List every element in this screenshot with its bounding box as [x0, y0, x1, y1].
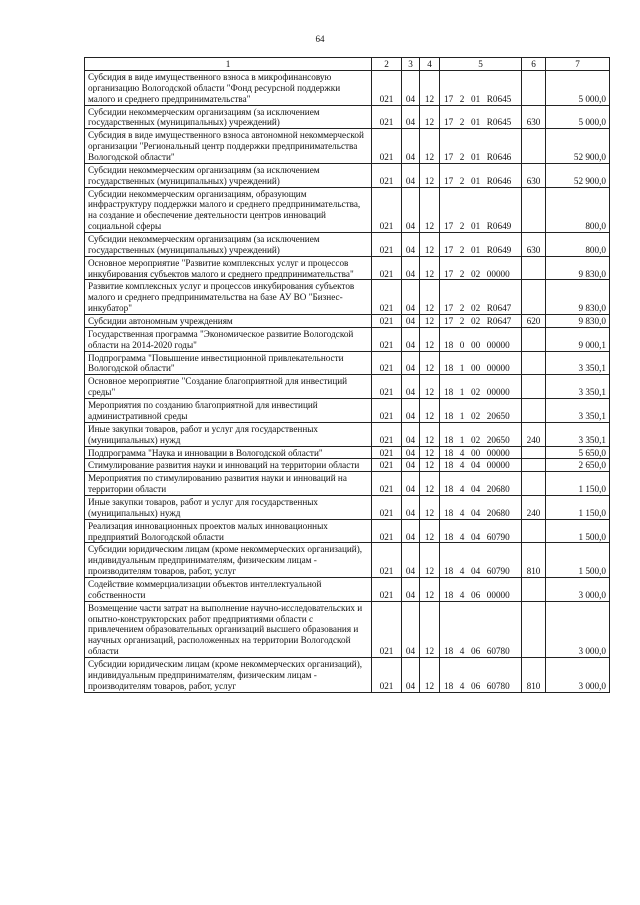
row-name-cell: Мероприятия по стимулированию развития науки и инноваций на территории области: [85, 472, 372, 496]
row-name-cell: Развитие комплексных услуг и процессов инкубирования субъектов малого и среднего предпринимательства на базе АУ ВО "Бизнес-инкубатор": [85, 280, 372, 315]
row-name-cell: Основное мероприятие "Развитие комплексных услуг и процессов инкубирования субъектов малого и среднего предпринимательства": [85, 256, 372, 280]
admin-code-cell: 021: [372, 163, 402, 187]
amount-cell: 5 650,0: [546, 446, 610, 459]
admin-code-cell: 021: [372, 601, 402, 657]
amount-cell: 9 830,0: [546, 280, 610, 315]
admin-code-cell: 021: [372, 543, 402, 578]
table-row: [85, 233, 610, 257]
amount-cell: 9 830,0: [546, 256, 610, 280]
expense-type-cell: 630: [522, 233, 546, 257]
row-name-cell: Подпрограмма "Повышение инвестиционной привлекательности Вологодской области": [85, 351, 372, 375]
section-cell: 04: [402, 422, 420, 446]
section-cell: 04: [402, 519, 420, 543]
section-cell: 04: [402, 446, 420, 459]
table-row: [85, 129, 610, 164]
target-article-cell: 17 2 01 R0649: [440, 187, 522, 232]
amount-cell: 3 350,1: [546, 399, 610, 423]
expense-type-cell: [522, 459, 546, 472]
row-name-cell: Государственная программа "Экономическое развитие Вологодской области на 2014-2020 годы": [85, 327, 372, 351]
amount-cell: 1 500,0: [546, 519, 610, 543]
target-article-cell: 18 1 00 00000: [440, 351, 522, 375]
admin-code-cell: 021: [372, 315, 402, 328]
target-article-cell: 17 2 01 R0649: [440, 233, 522, 257]
target-article-cell: 17 2 01 R0646: [440, 163, 522, 187]
expense-type-cell: 630: [522, 105, 546, 129]
section-cell: 04: [402, 327, 420, 351]
table-row: [85, 187, 610, 232]
section-cell: 04: [402, 601, 420, 657]
amount-cell: 3 350,1: [546, 375, 610, 399]
target-article-cell: 17 2 01 R0646: [440, 129, 522, 164]
section-cell: 04: [402, 129, 420, 164]
target-article-cell: 17 2 01 R0645: [440, 105, 522, 129]
target-article-cell: 18 1 02 00000: [440, 375, 522, 399]
row-name-cell: Стимулирование развития науки и инноваций на территории области: [85, 459, 372, 472]
target-article-cell: 18 4 06 60780: [440, 657, 522, 692]
table-row: [85, 459, 610, 472]
amount-cell: 800,0: [546, 187, 610, 232]
target-article-cell: 18 4 06 00000: [440, 577, 522, 601]
subsection-cell: 12: [420, 315, 440, 328]
admin-code-cell: 021: [372, 657, 402, 692]
table-row: [85, 446, 610, 459]
amount-cell: 1 150,0: [546, 495, 610, 519]
table-row: [85, 472, 610, 496]
subsection-cell: 12: [420, 327, 440, 351]
section-cell: 04: [402, 105, 420, 129]
expense-type-cell: [522, 472, 546, 496]
target-article-cell: 18 4 04 20680: [440, 495, 522, 519]
target-article-cell: 18 4 04 60790: [440, 519, 522, 543]
row-name-cell: Субсидии юридическим лицам (кроме некоммерческих организаций), индивидуальным предпринимателям, физическим лицам - производителям товаров, работ, услуг: [85, 657, 372, 692]
subsection-cell: 12: [420, 422, 440, 446]
table-row: [85, 577, 610, 601]
section-cell: 04: [402, 163, 420, 187]
table-row: [85, 105, 610, 129]
amount-cell: 3 350,1: [546, 422, 610, 446]
amount-cell: 3 000,0: [546, 601, 610, 657]
table-row: [85, 71, 610, 106]
amount-cell: 3 000,0: [546, 577, 610, 601]
table-body: [85, 71, 610, 693]
section-cell: 04: [402, 71, 420, 106]
amount-cell: 9 830,0: [546, 315, 610, 328]
column-header: 5: [440, 58, 522, 71]
subsection-cell: 12: [420, 163, 440, 187]
table-row: [85, 519, 610, 543]
expense-type-cell: 810: [522, 543, 546, 578]
row-name-cell: Субсидии автономным учреждениям: [85, 315, 372, 328]
row-name-cell: Субсидия в виде имущественного взноса автономной некоммерческой организации "Региональный центр поддержки предпринимательства Вологодской области": [85, 129, 372, 164]
expense-type-cell: 240: [522, 495, 546, 519]
subsection-cell: 12: [420, 129, 440, 164]
row-name-cell: Основное мероприятие "Создание благоприятной для инвестиций среды": [85, 375, 372, 399]
amount-cell: 1 500,0: [546, 543, 610, 578]
column-header: 4: [420, 58, 440, 71]
table-row: [85, 315, 610, 328]
subsection-cell: 12: [420, 71, 440, 106]
amount-cell: 2 650,0: [546, 459, 610, 472]
admin-code-cell: 021: [372, 472, 402, 496]
expense-type-cell: [522, 129, 546, 164]
subsection-cell: 12: [420, 105, 440, 129]
expense-type-cell: [522, 577, 546, 601]
target-article-cell: 17 2 02 R0647: [440, 315, 522, 328]
section-cell: 04: [402, 459, 420, 472]
subsection-cell: 12: [420, 657, 440, 692]
table-row: [85, 375, 610, 399]
row-name-cell: Содействие коммерциализации объектов интеллектуальной собственности: [85, 577, 372, 601]
admin-code-cell: 021: [372, 446, 402, 459]
expense-type-cell: [522, 71, 546, 106]
row-name-cell: Субсидии некоммерческим организациям (за исключением государственных (муниципальных) учреждений): [85, 163, 372, 187]
expense-type-cell: [522, 446, 546, 459]
admin-code-cell: 021: [372, 71, 402, 106]
section-cell: 04: [402, 399, 420, 423]
subsection-cell: 12: [420, 577, 440, 601]
amount-cell: 3 350,1: [546, 351, 610, 375]
amount-cell: 52 900,0: [546, 163, 610, 187]
expense-type-cell: [522, 351, 546, 375]
subsection-cell: 12: [420, 495, 440, 519]
row-name-cell: Подпрограмма "Наука и инновации в Вологодской области": [85, 446, 372, 459]
section-cell: 04: [402, 375, 420, 399]
admin-code-cell: 021: [372, 129, 402, 164]
subsection-cell: 12: [420, 280, 440, 315]
table-row: [85, 351, 610, 375]
admin-code-cell: 021: [372, 256, 402, 280]
row-name-cell: Субсидии некоммерческим организациям, образующим инфраструктуру поддержки малого и среднего предпринимательства, на создание и обеспечение деятельности центров инноваций социальной сферы: [85, 187, 372, 232]
expense-type-cell: [522, 327, 546, 351]
target-article-cell: 17 2 01 R0645: [440, 71, 522, 106]
expense-type-cell: [522, 519, 546, 543]
target-article-cell: 17 2 02 00000: [440, 256, 522, 280]
row-name-cell: Возмещение части затрат на выполнение научно-исследовательских и опытно-конструкторских работ предприятиями области с привлечением образовательных организаций высшего образования и научных организаций, расположенных на территории Вологодской области: [85, 601, 372, 657]
admin-code-cell: 021: [372, 327, 402, 351]
subsection-cell: 12: [420, 472, 440, 496]
amount-cell: 52 900,0: [546, 129, 610, 164]
table-row: [85, 601, 610, 657]
subsection-cell: 12: [420, 519, 440, 543]
subsection-cell: 12: [420, 601, 440, 657]
section-cell: 04: [402, 351, 420, 375]
admin-code-cell: 021: [372, 375, 402, 399]
section-cell: 04: [402, 187, 420, 232]
subsection-cell: 12: [420, 233, 440, 257]
table-row: [85, 657, 610, 692]
table-row: [85, 495, 610, 519]
subsection-cell: 12: [420, 543, 440, 578]
target-article-cell: 18 4 06 60780: [440, 601, 522, 657]
table-header-row: [85, 58, 610, 71]
subsection-cell: 12: [420, 256, 440, 280]
row-name-cell: Субсидия в виде имущественного взноса в микрофинансовую организацию Вологодской области "Фонд ресурсной поддержки малого и среднего предпринимательства": [85, 71, 372, 106]
expense-type-cell: [522, 375, 546, 399]
column-header: 6: [522, 58, 546, 71]
target-article-cell: 18 4 04 00000: [440, 459, 522, 472]
column-header: 1: [85, 58, 372, 71]
section-cell: 04: [402, 315, 420, 328]
target-article-cell: 18 4 04 60790: [440, 543, 522, 578]
amount-cell: 1 150,0: [546, 472, 610, 496]
target-article-cell: 18 4 04 20680: [440, 472, 522, 496]
amount-cell: 3 000,0: [546, 657, 610, 692]
row-name-cell: Мероприятия по созданию благоприятной для инвестиций административной среды: [85, 399, 372, 423]
table-row: [85, 422, 610, 446]
expense-type-cell: [522, 280, 546, 315]
expense-type-cell: [522, 601, 546, 657]
expense-type-cell: [522, 187, 546, 232]
section-cell: 04: [402, 280, 420, 315]
target-article-cell: 18 4 00 00000: [440, 446, 522, 459]
column-header: 7: [546, 58, 610, 71]
section-cell: 04: [402, 472, 420, 496]
admin-code-cell: 021: [372, 519, 402, 543]
admin-code-cell: 021: [372, 351, 402, 375]
expense-type-cell: 620: [522, 315, 546, 328]
subsection-cell: 12: [420, 351, 440, 375]
admin-code-cell: 021: [372, 577, 402, 601]
amount-cell: 5 000,0: [546, 71, 610, 106]
table-row: [85, 163, 610, 187]
table-row: [85, 399, 610, 423]
table-row: [85, 256, 610, 280]
table-row: [85, 543, 610, 578]
row-name-cell: Реализация инновационных проектов малых инновационных предприятий Вологодской области: [85, 519, 372, 543]
admin-code-cell: 021: [372, 422, 402, 446]
admin-code-cell: 021: [372, 399, 402, 423]
admin-code-cell: 021: [372, 459, 402, 472]
column-header: 3: [402, 58, 420, 71]
page-number: 64: [315, 34, 325, 44]
target-article-cell: 18 1 02 20650: [440, 422, 522, 446]
target-article-cell: 18 1 02 20650: [440, 399, 522, 423]
admin-code-cell: 021: [372, 495, 402, 519]
subsection-cell: 12: [420, 375, 440, 399]
admin-code-cell: 021: [372, 187, 402, 232]
section-cell: 04: [402, 495, 420, 519]
expense-type-cell: 630: [522, 163, 546, 187]
row-name-cell: Иные закупки товаров, работ и услуг для государственных (муниципальных) нужд: [85, 422, 372, 446]
amount-cell: 5 000,0: [546, 105, 610, 129]
section-cell: 04: [402, 543, 420, 578]
row-name-cell: Субсидии юридическим лицам (кроме некоммерческих организаций), индивидуальным предпринимателям, физическим лицам - производителям товаров, работ, услуг: [85, 543, 372, 578]
table-row: [85, 327, 610, 351]
budget-table: [84, 57, 610, 693]
subsection-cell: 12: [420, 459, 440, 472]
expense-type-cell: 240: [522, 422, 546, 446]
admin-code-cell: 021: [372, 280, 402, 315]
section-cell: 04: [402, 577, 420, 601]
row-name-cell: Иные закупки товаров, работ и услуг для государственных (муниципальных) нужд: [85, 495, 372, 519]
target-article-cell: 18 0 00 00000: [440, 327, 522, 351]
column-header: 2: [372, 58, 402, 71]
section-cell: 04: [402, 256, 420, 280]
target-article-cell: 17 2 02 R0647: [440, 280, 522, 315]
amount-cell: 9 000,1: [546, 327, 610, 351]
subsection-cell: 12: [420, 446, 440, 459]
row-name-cell: Субсидии некоммерческим организациям (за исключением государственных (муниципальных) учреждений): [85, 105, 372, 129]
table-row: [85, 280, 610, 315]
section-cell: 04: [402, 657, 420, 692]
section-cell: 04: [402, 233, 420, 257]
amount-cell: 800,0: [546, 233, 610, 257]
row-name-cell: Субсидии некоммерческим организациям (за исключением государственных (муниципальных) учреждений): [85, 233, 372, 257]
expense-type-cell: 810: [522, 657, 546, 692]
admin-code-cell: 021: [372, 233, 402, 257]
subsection-cell: 12: [420, 399, 440, 423]
admin-code-cell: 021: [372, 105, 402, 129]
expense-type-cell: [522, 256, 546, 280]
expense-type-cell: [522, 399, 546, 423]
subsection-cell: 12: [420, 187, 440, 232]
